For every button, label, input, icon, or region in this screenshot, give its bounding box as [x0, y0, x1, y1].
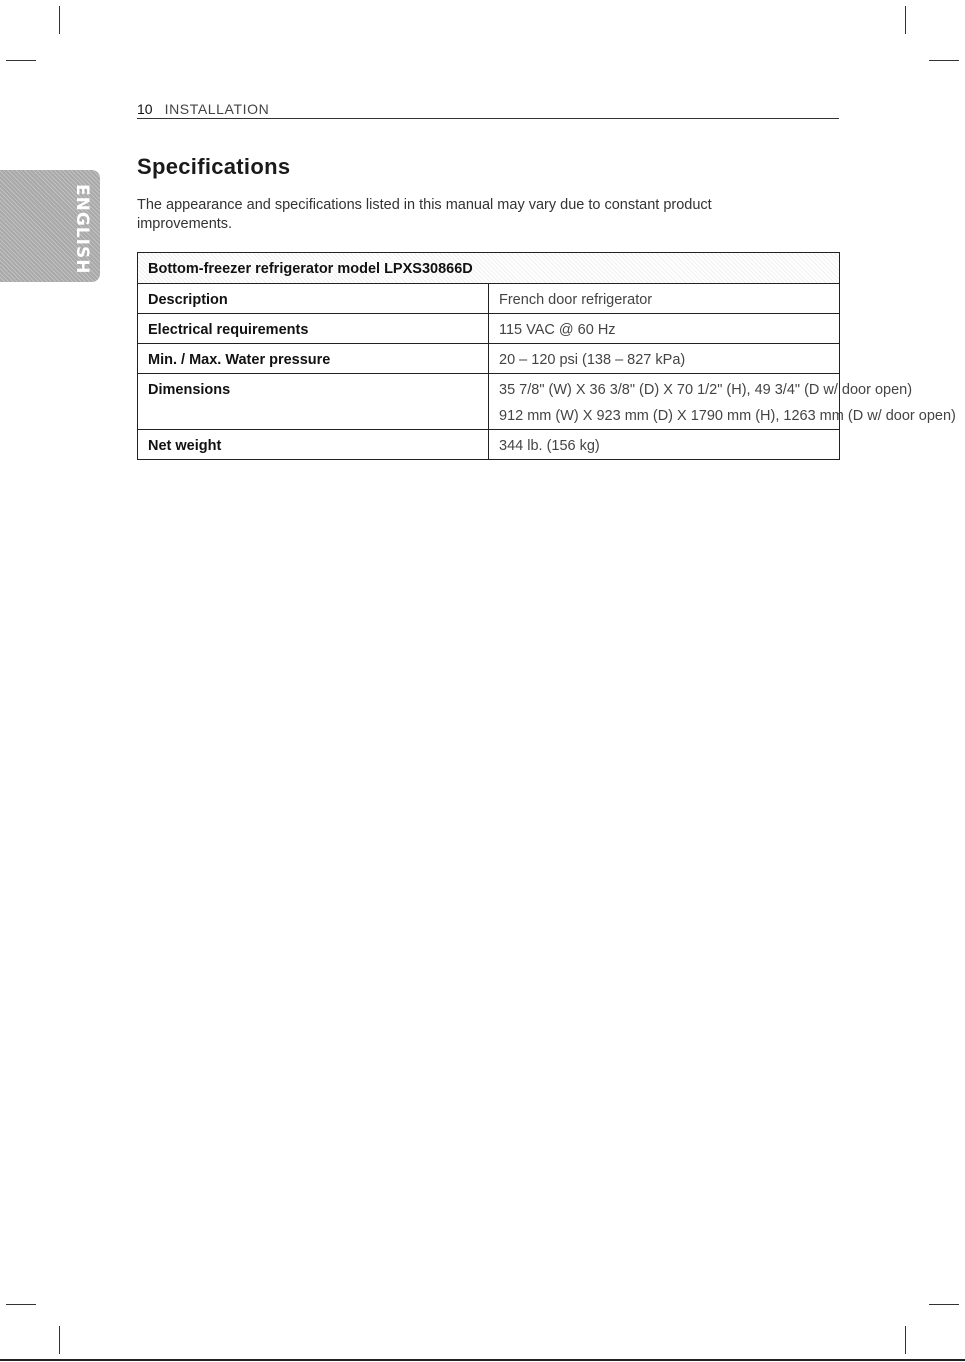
spec-value-line: 344 lb. (156 kg): [499, 438, 600, 454]
spec-label: Min. / Max. Water pressure: [138, 344, 489, 374]
spec-value-line: 912 mm (W) X 923 mm (D) X 1790 mm (H), 1263 mm (D w/ door open): [499, 408, 956, 424]
spec-label: Net weight: [138, 430, 489, 460]
spec-value: [489, 284, 840, 314]
spec-label: Dimensions: [138, 374, 489, 430]
spec-label: Electrical requirements: [138, 314, 489, 344]
table-heading: Bottom-freezer refrigerator model LPXS30866D: [138, 253, 840, 284]
spec-value-line: French door refrigerator: [499, 292, 653, 308]
crop-mark: [929, 1304, 959, 1305]
table-row: [138, 374, 840, 430]
running-header: [137, 100, 839, 119]
crop-mark: [6, 60, 36, 61]
spec-label: Description: [138, 284, 489, 314]
section-name: INSTALLATION: [164, 101, 270, 117]
language-tab-label: ENGLISH: [72, 184, 92, 275]
spec-value: [489, 314, 840, 344]
spec-value: [489, 344, 840, 374]
table-row: [138, 314, 840, 344]
crop-mark: [6, 1304, 36, 1305]
table-row: [138, 430, 840, 460]
table-row: [138, 284, 840, 314]
bottom-rule: [0, 1359, 965, 1361]
table-row: [138, 344, 840, 374]
crop-mark: [59, 6, 60, 34]
spec-value: [489, 430, 840, 460]
spec-value: [489, 374, 956, 430]
spec-value-line: 20 – 120 psi (138 – 827 kPa): [499, 352, 686, 368]
crop-mark: [929, 60, 959, 61]
page-title: Specifications: [137, 154, 291, 179]
spec-value-line: 35 7/8" (W) X 36 3/8" (D) X 70 1/2" (H), 49 3/4" (D w/ door open): [499, 382, 913, 398]
spec-table: [137, 252, 956, 460]
table-heading-row: [138, 253, 840, 284]
page-number: 10: [137, 101, 153, 117]
spec-value-line: 115 VAC @ 60 Hz: [499, 322, 616, 338]
crop-mark: [905, 1326, 906, 1354]
intro-paragraph: The appearance and specifications listed in this manual may vary due to constant product improvements.: [137, 197, 712, 232]
crop-mark: [59, 1326, 60, 1354]
crop-mark: [905, 6, 906, 34]
